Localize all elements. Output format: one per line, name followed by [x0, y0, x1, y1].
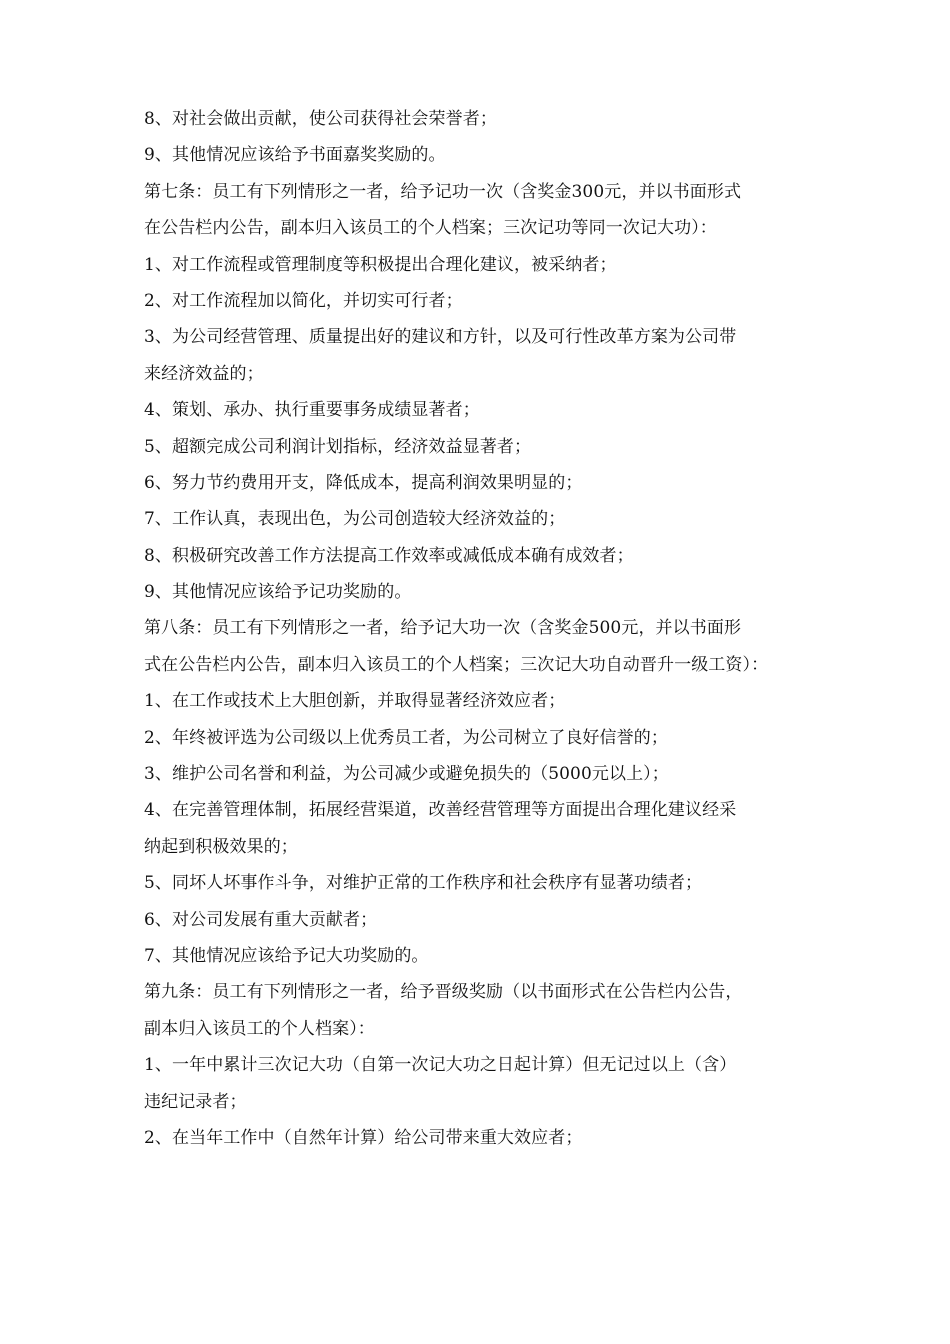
text-line: 6、努力节约费用开支，降低成本，提高利润效果明显的；	[144, 472, 583, 493]
text-line: 5、超额完成公司利润计划指标，经济效益显著者；	[144, 436, 532, 457]
text-line: 2、在当年工作中（自然年计算）给公司带来重大效应者；	[144, 1127, 583, 1148]
text-line: 1、一年中累计三次记大功（自第一次记大功之日起计算）但无记过以上（含）	[144, 1055, 737, 1076]
text-line: 6、对公司发展有重大贡献者；	[144, 909, 378, 930]
article-heading-line: 第七条：员工有下列情形之一者，给予记功一次（含奖金300元，并以书面形式	[144, 181, 742, 202]
text-line: 1、在工作或技术上大胆创新，并取得显著经济效应者；	[144, 691, 566, 712]
text-line: 1、对工作流程或管理制度等积极提出合理化建议，被采纳者；	[144, 254, 617, 275]
text-line: 3、为公司经营管理、质量提出好的建议和方针，以及可行性改革方案为公司带	[144, 327, 737, 348]
text-line: 3、维护公司名誉和利益，为公司减少或避免损失的（5000元以上）；	[144, 764, 669, 785]
text-line: 8、对社会做出贡献，使公司获得社会荣誉者；	[144, 109, 497, 129]
text-line: 副本归入该员工的个人档案）：	[144, 1018, 375, 1039]
text-line: 7、其他情况应该给予记大功奖励的。	[144, 945, 429, 966]
text-line: 5、同坏人坏事作斗争，对维护正常的工作秩序和社会秩序有显著功绩者；	[144, 873, 703, 894]
text-line: 式在公告栏内公告，副本归入该员工的个人档案；三次记大功自动晋升一级工资）：	[144, 654, 769, 675]
text-line: 4、在完善管理体制，拓展经营渠道，改善经营管理等方面提出合理化建议经采	[144, 800, 737, 821]
text-line: 纳起到积极效果的；	[144, 836, 298, 857]
text-line: 7、工作认真，表现出色，为公司创造较大经济效益的；	[144, 509, 566, 530]
document-body	[144, 101, 824, 1156]
text-line: 4、策划、承办、执行重要事务成绩显著者；	[144, 400, 480, 421]
text-line: 在公告栏内公告，副本归入该员工的个人档案；三次记功等同一次记大功）：	[144, 218, 717, 239]
text-line: 2、年终被评选为公司级以上优秀员工者，为公司树立了良好信誉的；	[144, 727, 668, 748]
text-line: 9、其他情况应该给予记功奖励的。	[144, 582, 412, 603]
article-heading-line: 第九条：员工有下列情形之一者，给予晋级奖励（以书面形式在公告栏内公告，	[144, 982, 743, 1003]
text-line: 2、对工作流程加以简化，并切实可行者；	[144, 290, 463, 311]
text-line: 8、积极研究改善工作方法提高工作效率或减低成本确有成效者；	[144, 545, 634, 566]
text-line: 违纪记录者；	[144, 1091, 247, 1112]
article-heading-line: 第八条：员工有下列情形之一者，给予记大功一次（含奖金500元，并以书面形	[144, 618, 742, 639]
text-line: 来经济效益的；	[144, 363, 264, 384]
text-line: 9、其他情况应该给予书面嘉奖奖励的。	[144, 145, 446, 166]
